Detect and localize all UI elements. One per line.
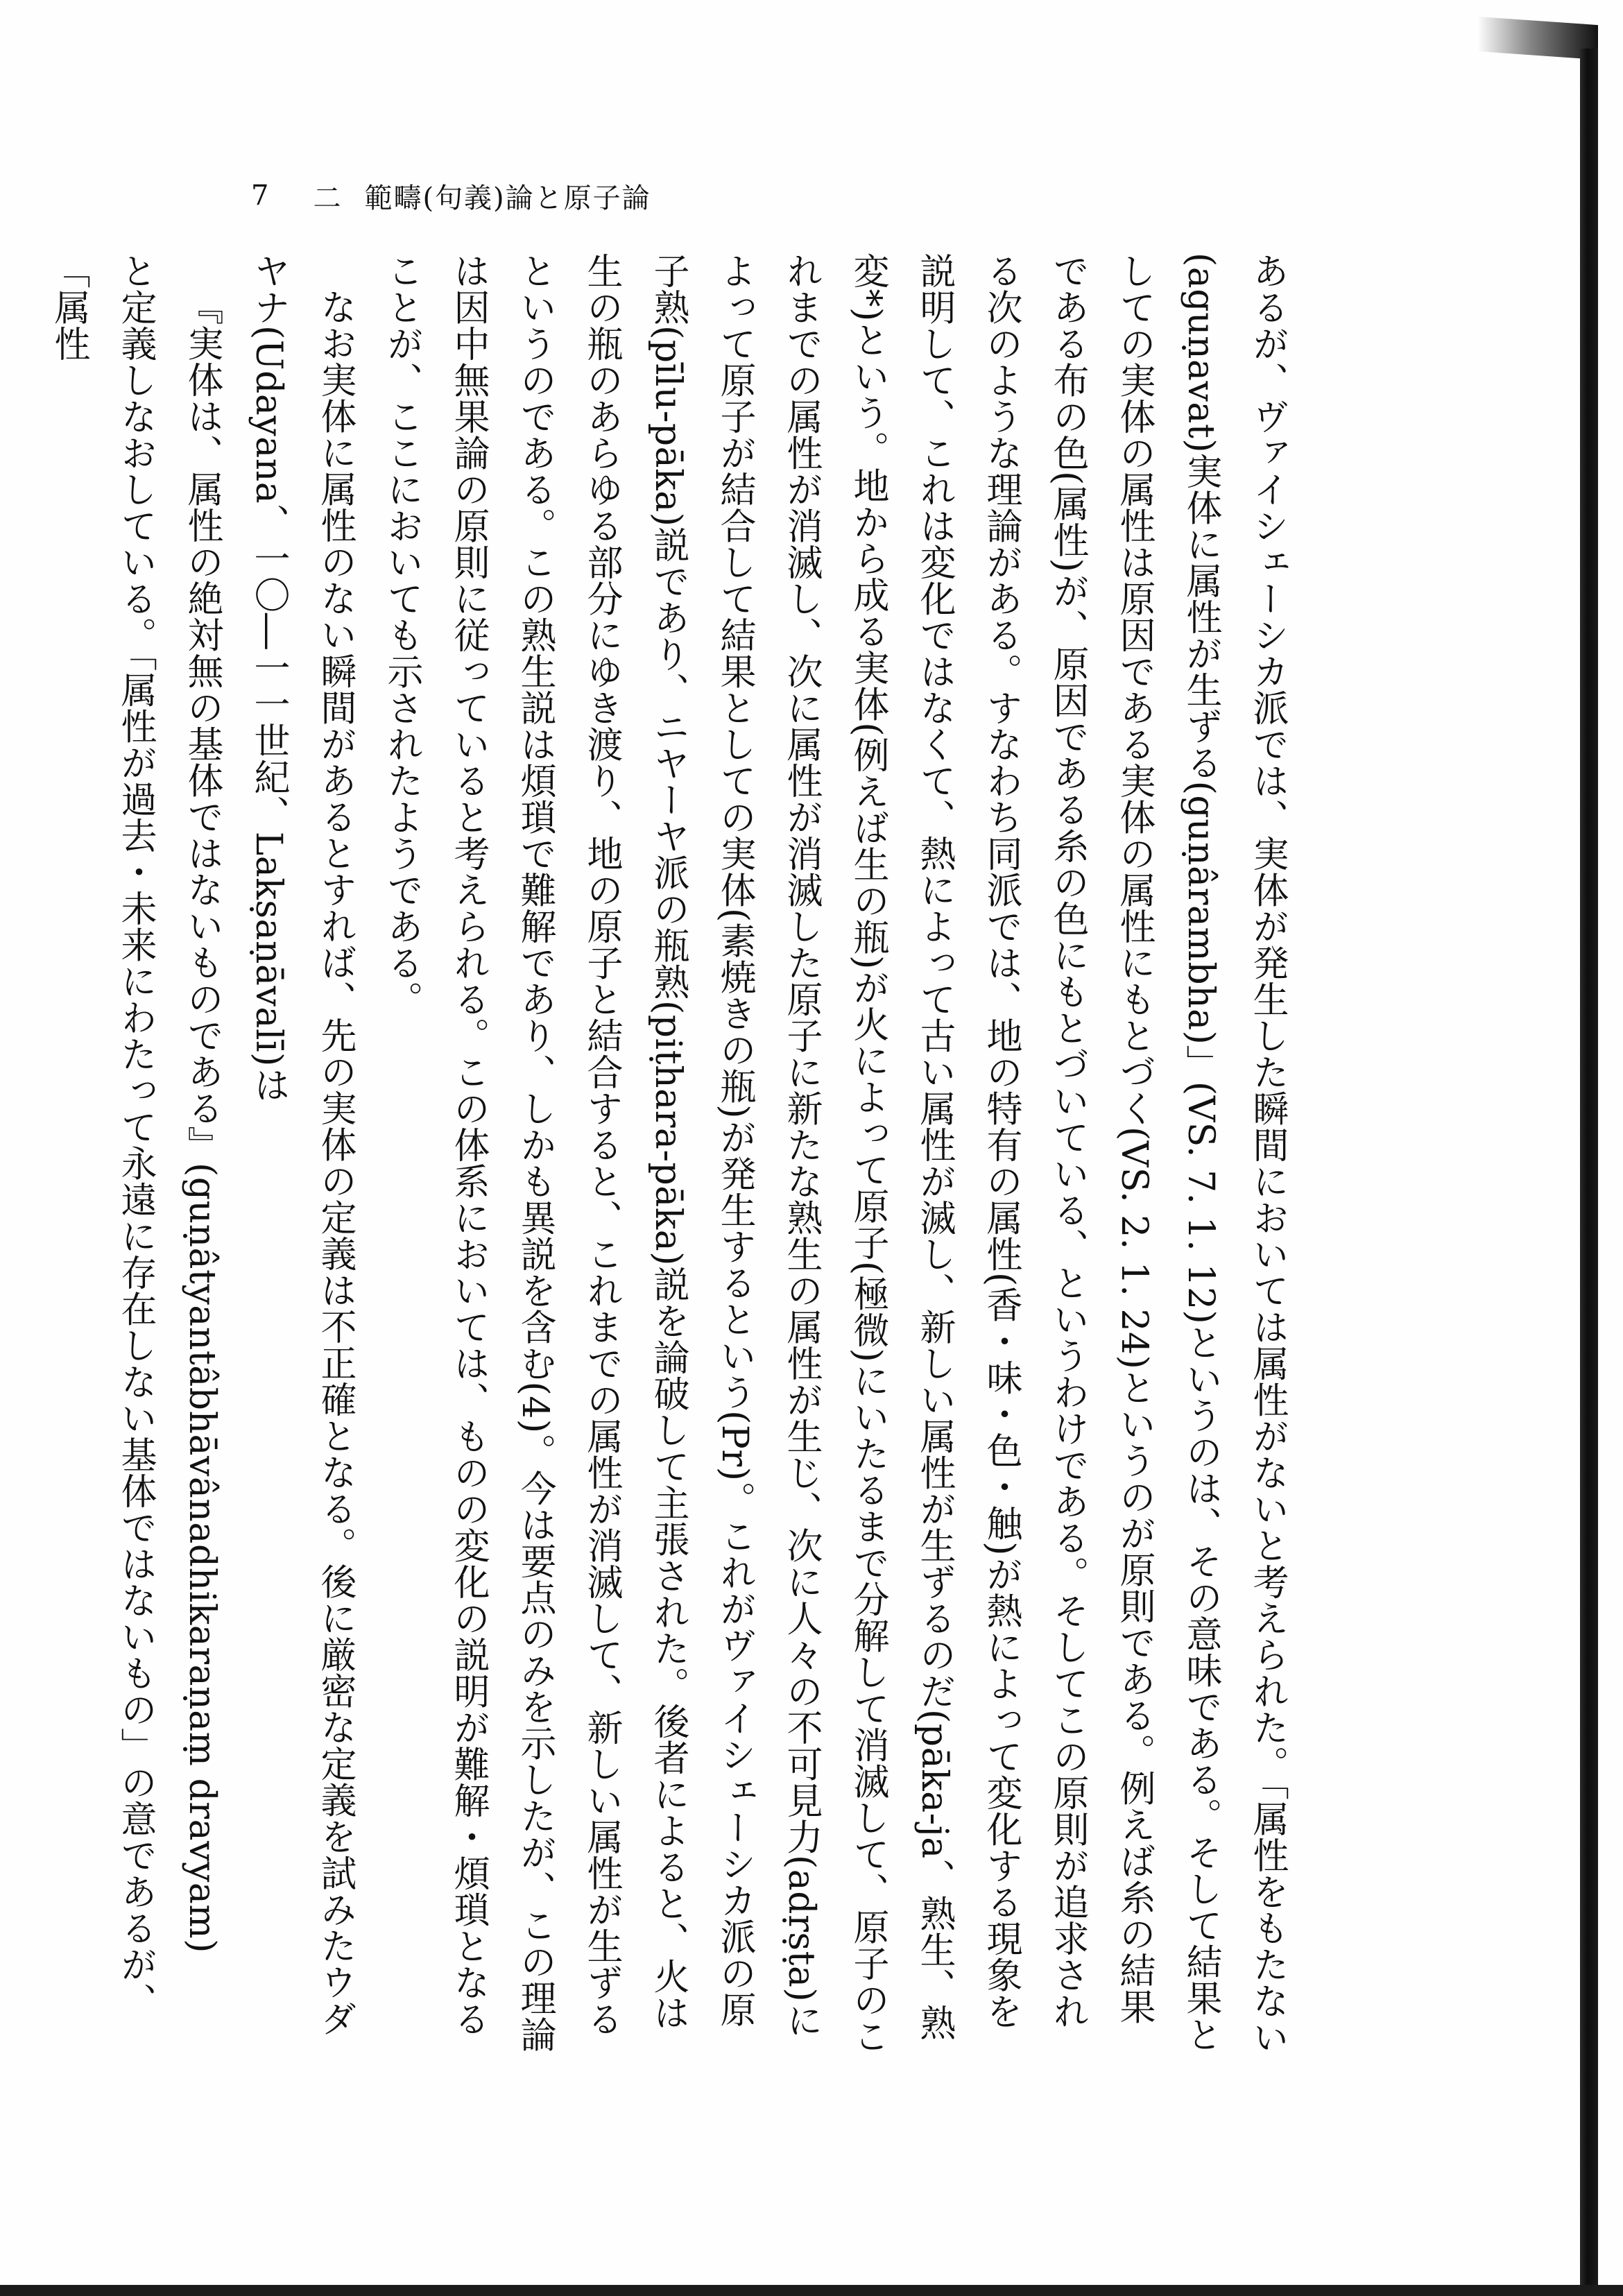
- scan-shadow-bottom: [0, 2285, 1623, 2296]
- page-number: 7: [251, 180, 270, 212]
- body-text: [48, 252, 1300, 2056]
- running-head: [251, 175, 651, 216]
- scan-shadow-edge: [1580, 49, 1598, 2289]
- paragraph-3: と定義しなおしている。「属性が過去・未来にわたって永遠に存在しない基体ではないもの」の意であるが、「属性: [48, 252, 156, 2019]
- paragraph-2: なお実体に属性のない瞬間があるとすれば、先の実体の定義は不正確となる。後に厳密な定義を試みたウダヤナ(Udayana、一〇―一一世紀、Lakṣaṇāvalī)は: [248, 252, 356, 2037]
- paragraph-1: あるが、ヴァイシェーシカ派では、実体が発生した瞬間においては属性がないと考えられた。「属性をもたない(aguṇavat)実体に属性が生ずる(guṇârambha)」(VS. 7. 1. 12)というのは、その意味である。そして結果としての実体の属性は原因である実体の属性にもとづく(VS. 2. 1. 24)というのが原則である。例えば糸の結果である布の色(属性)が、原因である糸の色にもとづいている、というわけである。そしてこの原則が追求される次のような理論がある。すなわち同派では、地の特有の属性(香・味・色・触)が熱によって変化する現象を説明して、これは変化ではなくて、熱によって古い属性が滅し、新しい属性が生ずるのだ(pāka-ja、熟生、熟変*)という。地から成る実体(例えば生の瓶)が火によって原子(極微)にいたるまで分解して消滅して、原子のこれまでの属性が消滅し、次に属性が消滅した原子に新たな熟生の属性が生じ、次に人々の不可見力(adṛṣṭa)によって原子が結合して結果としての実体(素焼きの瓶)が発生するという(Pr)。これがヴァイシェーシカ派の原子熟(pīlu-pāka)説であり、ニヤーヤ派の瓶熟(piṭhara-pāka)説を論破して主張された。後者によると、火は生の瓶のあらゆる部分にゆき渡り、地の原子と結合すると、これまでの属性が消滅して、新しい属性が生ずるというのである。この熟生説は煩瑣で難解であり、しかも異説を含む(4)。今は要点のみを示したが、この理論は因中無果論の原則に従っていると考えられる。この体系においては、ものの変化の説明が難解・煩瑣となることが、ここにおいても示されたようである。: [381, 252, 1288, 2055]
- chapter-number: 二: [313, 182, 343, 214]
- chapter-title: 範疇(句義)論と原子論: [364, 182, 651, 214]
- definition-quote: 『実体は、属性の絶対無の基体ではないものである』(guṇâtyantâbhāvânadhikaraṇaṃ dravyam): [181, 289, 223, 1953]
